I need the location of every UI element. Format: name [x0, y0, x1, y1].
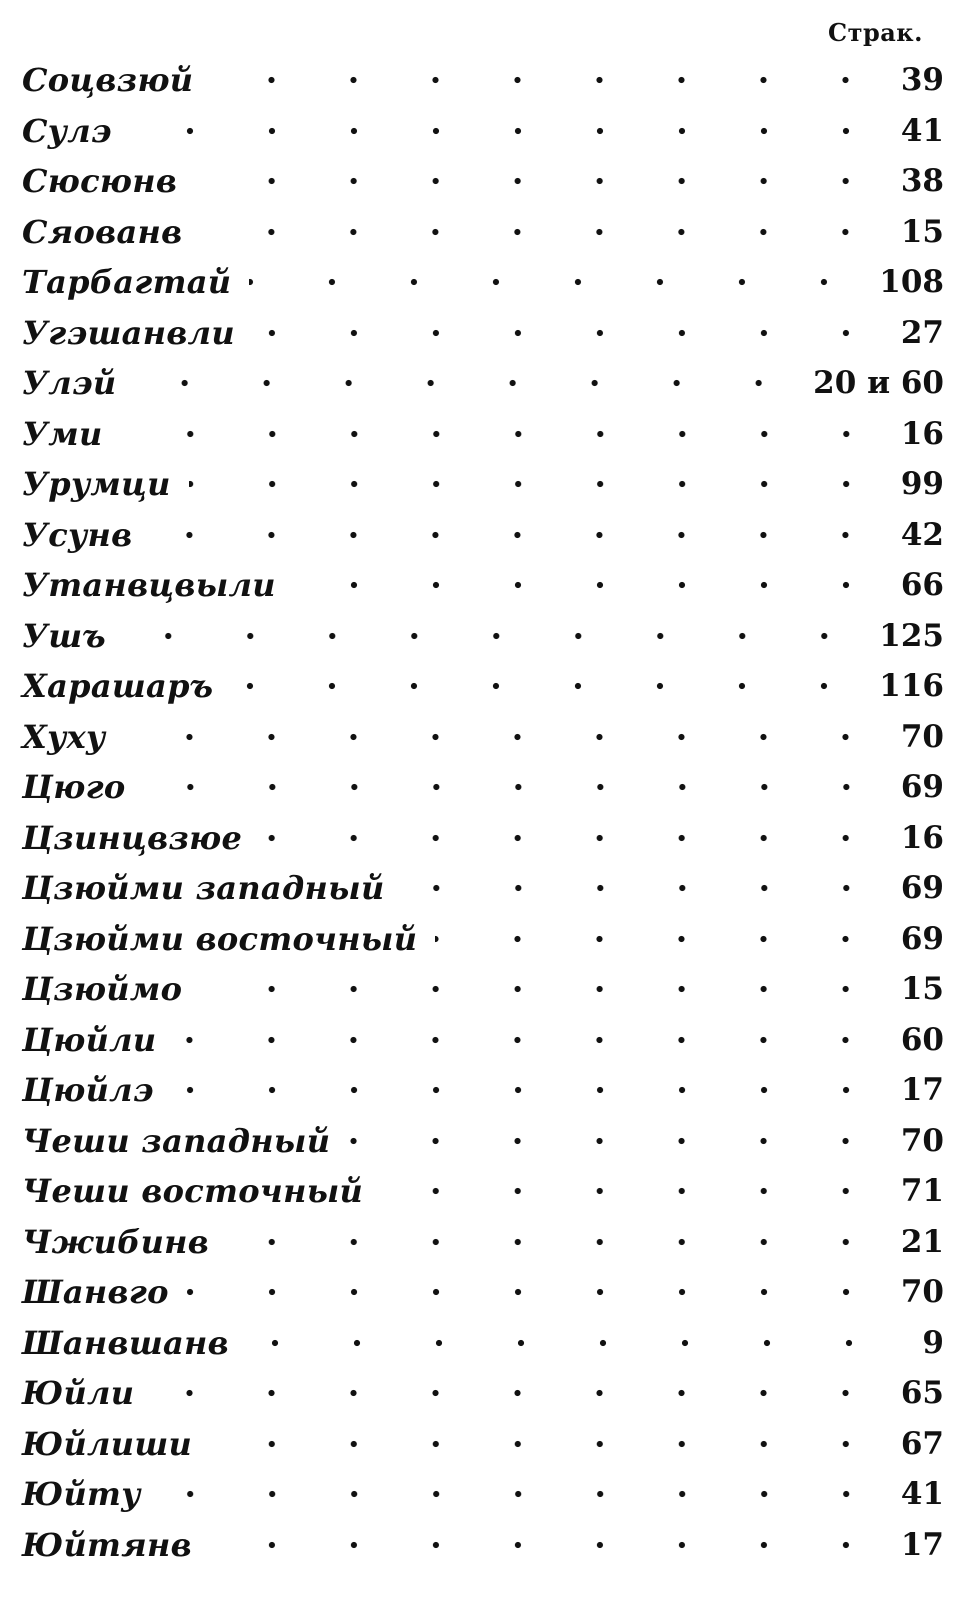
entry-page-number: 16 [900, 819, 944, 856]
index-entry [22, 55, 944, 106]
entry-page-number: 70 [900, 1274, 944, 1311]
dot-leader [294, 580, 887, 590]
entry-page-number: 69 [900, 870, 944, 907]
entry-name: Сяованв [22, 212, 183, 251]
entry-name: Сулэ [22, 111, 112, 150]
entry-name: Шанвшанв [22, 1323, 229, 1362]
entry-name: Урумци [22, 465, 171, 504]
entry-page-number: 67 [900, 1425, 944, 1462]
index-entry [22, 863, 944, 914]
entry-name: Юйли [22, 1374, 135, 1413]
entry-page-number: 125 [879, 617, 944, 654]
dot-leader [123, 732, 886, 742]
entry-page-number: 27 [900, 314, 944, 351]
dot-leader [189, 479, 887, 489]
dot-leader [174, 1035, 886, 1045]
index-entry [22, 611, 944, 662]
entry-name: Улэй [22, 364, 117, 403]
entry-name: Угэшанвли [22, 313, 235, 352]
index-entry [22, 156, 944, 207]
index-entry-list [22, 55, 944, 1570]
entry-page-number: 69 [900, 920, 944, 957]
entry-name: Цюго [22, 768, 126, 807]
dot-leader [172, 1085, 887, 1095]
dot-leader [187, 1287, 887, 1297]
entry-page-number: 65 [900, 1375, 944, 1412]
entry-page-number: 15 [900, 213, 944, 250]
entry-page-number: 20 и 60 [813, 365, 944, 402]
entry-page-number: 41 [900, 1476, 944, 1513]
entry-name: Ушъ [22, 616, 106, 655]
dot-leader [200, 227, 886, 237]
entry-name: Чеши западный [22, 1121, 331, 1160]
index-entry [22, 1469, 944, 1520]
index-entry [22, 1368, 944, 1419]
entry-page-number: 70 [900, 718, 944, 755]
dot-leader [403, 883, 887, 893]
dot-leader [152, 1388, 887, 1398]
entry-page-number: 116 [879, 668, 944, 705]
index-entry [22, 409, 944, 460]
index-entry [22, 459, 944, 510]
entry-page-number: 69 [900, 769, 944, 806]
dot-leader [231, 681, 865, 691]
index-entry [22, 712, 944, 763]
index-entry [22, 1116, 944, 1167]
entry-name: Шанвго [22, 1273, 169, 1312]
entry-page-number: 41 [900, 112, 944, 149]
dot-leader [381, 1186, 887, 1196]
entry-page-number: 66 [900, 567, 944, 604]
dot-leader [253, 328, 887, 338]
index-entry [22, 661, 944, 712]
dot-leader [249, 277, 865, 287]
dot-leader [150, 530, 886, 540]
dot-leader [200, 984, 887, 994]
index-entry [22, 560, 944, 611]
dot-leader [121, 429, 887, 439]
entry-page-number: 38 [900, 163, 944, 200]
entry-page-number: 60 [900, 1021, 944, 1058]
dot-leader [195, 176, 887, 186]
index-entry [22, 964, 944, 1015]
index-entry [22, 1520, 944, 1571]
entry-name: Харашаръ [22, 667, 214, 706]
index-entry [22, 510, 944, 561]
dot-leader [124, 631, 865, 641]
entry-name: Уми [22, 414, 103, 453]
index-entry [22, 1318, 944, 1369]
page-column-header: Страк. [828, 18, 923, 47]
entry-name: Соцвзюй [22, 61, 194, 100]
entry-name: Цзюймо [22, 970, 183, 1009]
index-entry [22, 207, 944, 258]
index-entry [22, 257, 944, 308]
index-entry [22, 1217, 944, 1268]
index-entry [22, 813, 944, 864]
entry-name: Юйтянв [22, 1525, 192, 1564]
entry-name: Юйлиши [22, 1424, 193, 1463]
dot-leader [348, 1136, 887, 1146]
dot-leader [135, 378, 800, 388]
entry-name: Чеши восточный [22, 1172, 364, 1211]
index-entry [22, 1065, 944, 1116]
dot-leader [227, 1237, 887, 1247]
index-entry [22, 1419, 944, 1470]
index-entry [22, 308, 944, 359]
entry-page-number: 21 [900, 1223, 944, 1260]
entry-page-number: 17 [900, 1526, 944, 1563]
dot-leader [247, 1338, 890, 1348]
dot-leader [435, 934, 886, 944]
entry-name: Цюйлэ [22, 1071, 154, 1110]
dot-leader [159, 1489, 887, 1499]
dot-leader [211, 75, 886, 85]
entry-name: Цзюйми восточный [22, 919, 418, 958]
index-entry [22, 914, 944, 965]
dot-leader [210, 1540, 887, 1550]
entry-page-number: 108 [879, 264, 944, 301]
dot-leader [144, 782, 887, 792]
entry-page-number: 42 [900, 516, 944, 553]
index-entry [22, 1166, 944, 1217]
index-entry [22, 1015, 944, 1066]
index-entry [22, 762, 944, 813]
entry-page-number: 16 [900, 415, 944, 452]
entry-name: Утанвцвыли [22, 566, 276, 605]
entry-name: Цзинцвзюе [22, 818, 243, 857]
entry-name: Юйту [22, 1475, 141, 1514]
index-entry [22, 1267, 944, 1318]
index-entry [22, 358, 944, 409]
entry-page-number: 39 [900, 62, 944, 99]
entry-page-number: 17 [900, 1072, 944, 1109]
entry-name: Хуху [22, 717, 106, 756]
entry-page-number: 70 [900, 1122, 944, 1159]
entry-name: Цзюйми западный [22, 869, 385, 908]
entry-page-number: 15 [900, 971, 944, 1008]
dot-leader [260, 833, 887, 843]
entry-name: Сюсюнв [22, 162, 178, 201]
entry-name: Тарбагтай [22, 263, 232, 302]
entry-name: Чжибинв [22, 1222, 210, 1261]
entry-page-number: 9 [922, 1324, 944, 1361]
entry-page-number: 99 [900, 466, 944, 503]
index-entry [22, 106, 944, 157]
dot-leader [130, 126, 887, 136]
dot-leader [210, 1439, 887, 1449]
entry-page-number: 71 [900, 1173, 944, 1210]
entry-name: Цюйли [22, 1020, 157, 1059]
entry-name: Усунв [22, 515, 133, 554]
